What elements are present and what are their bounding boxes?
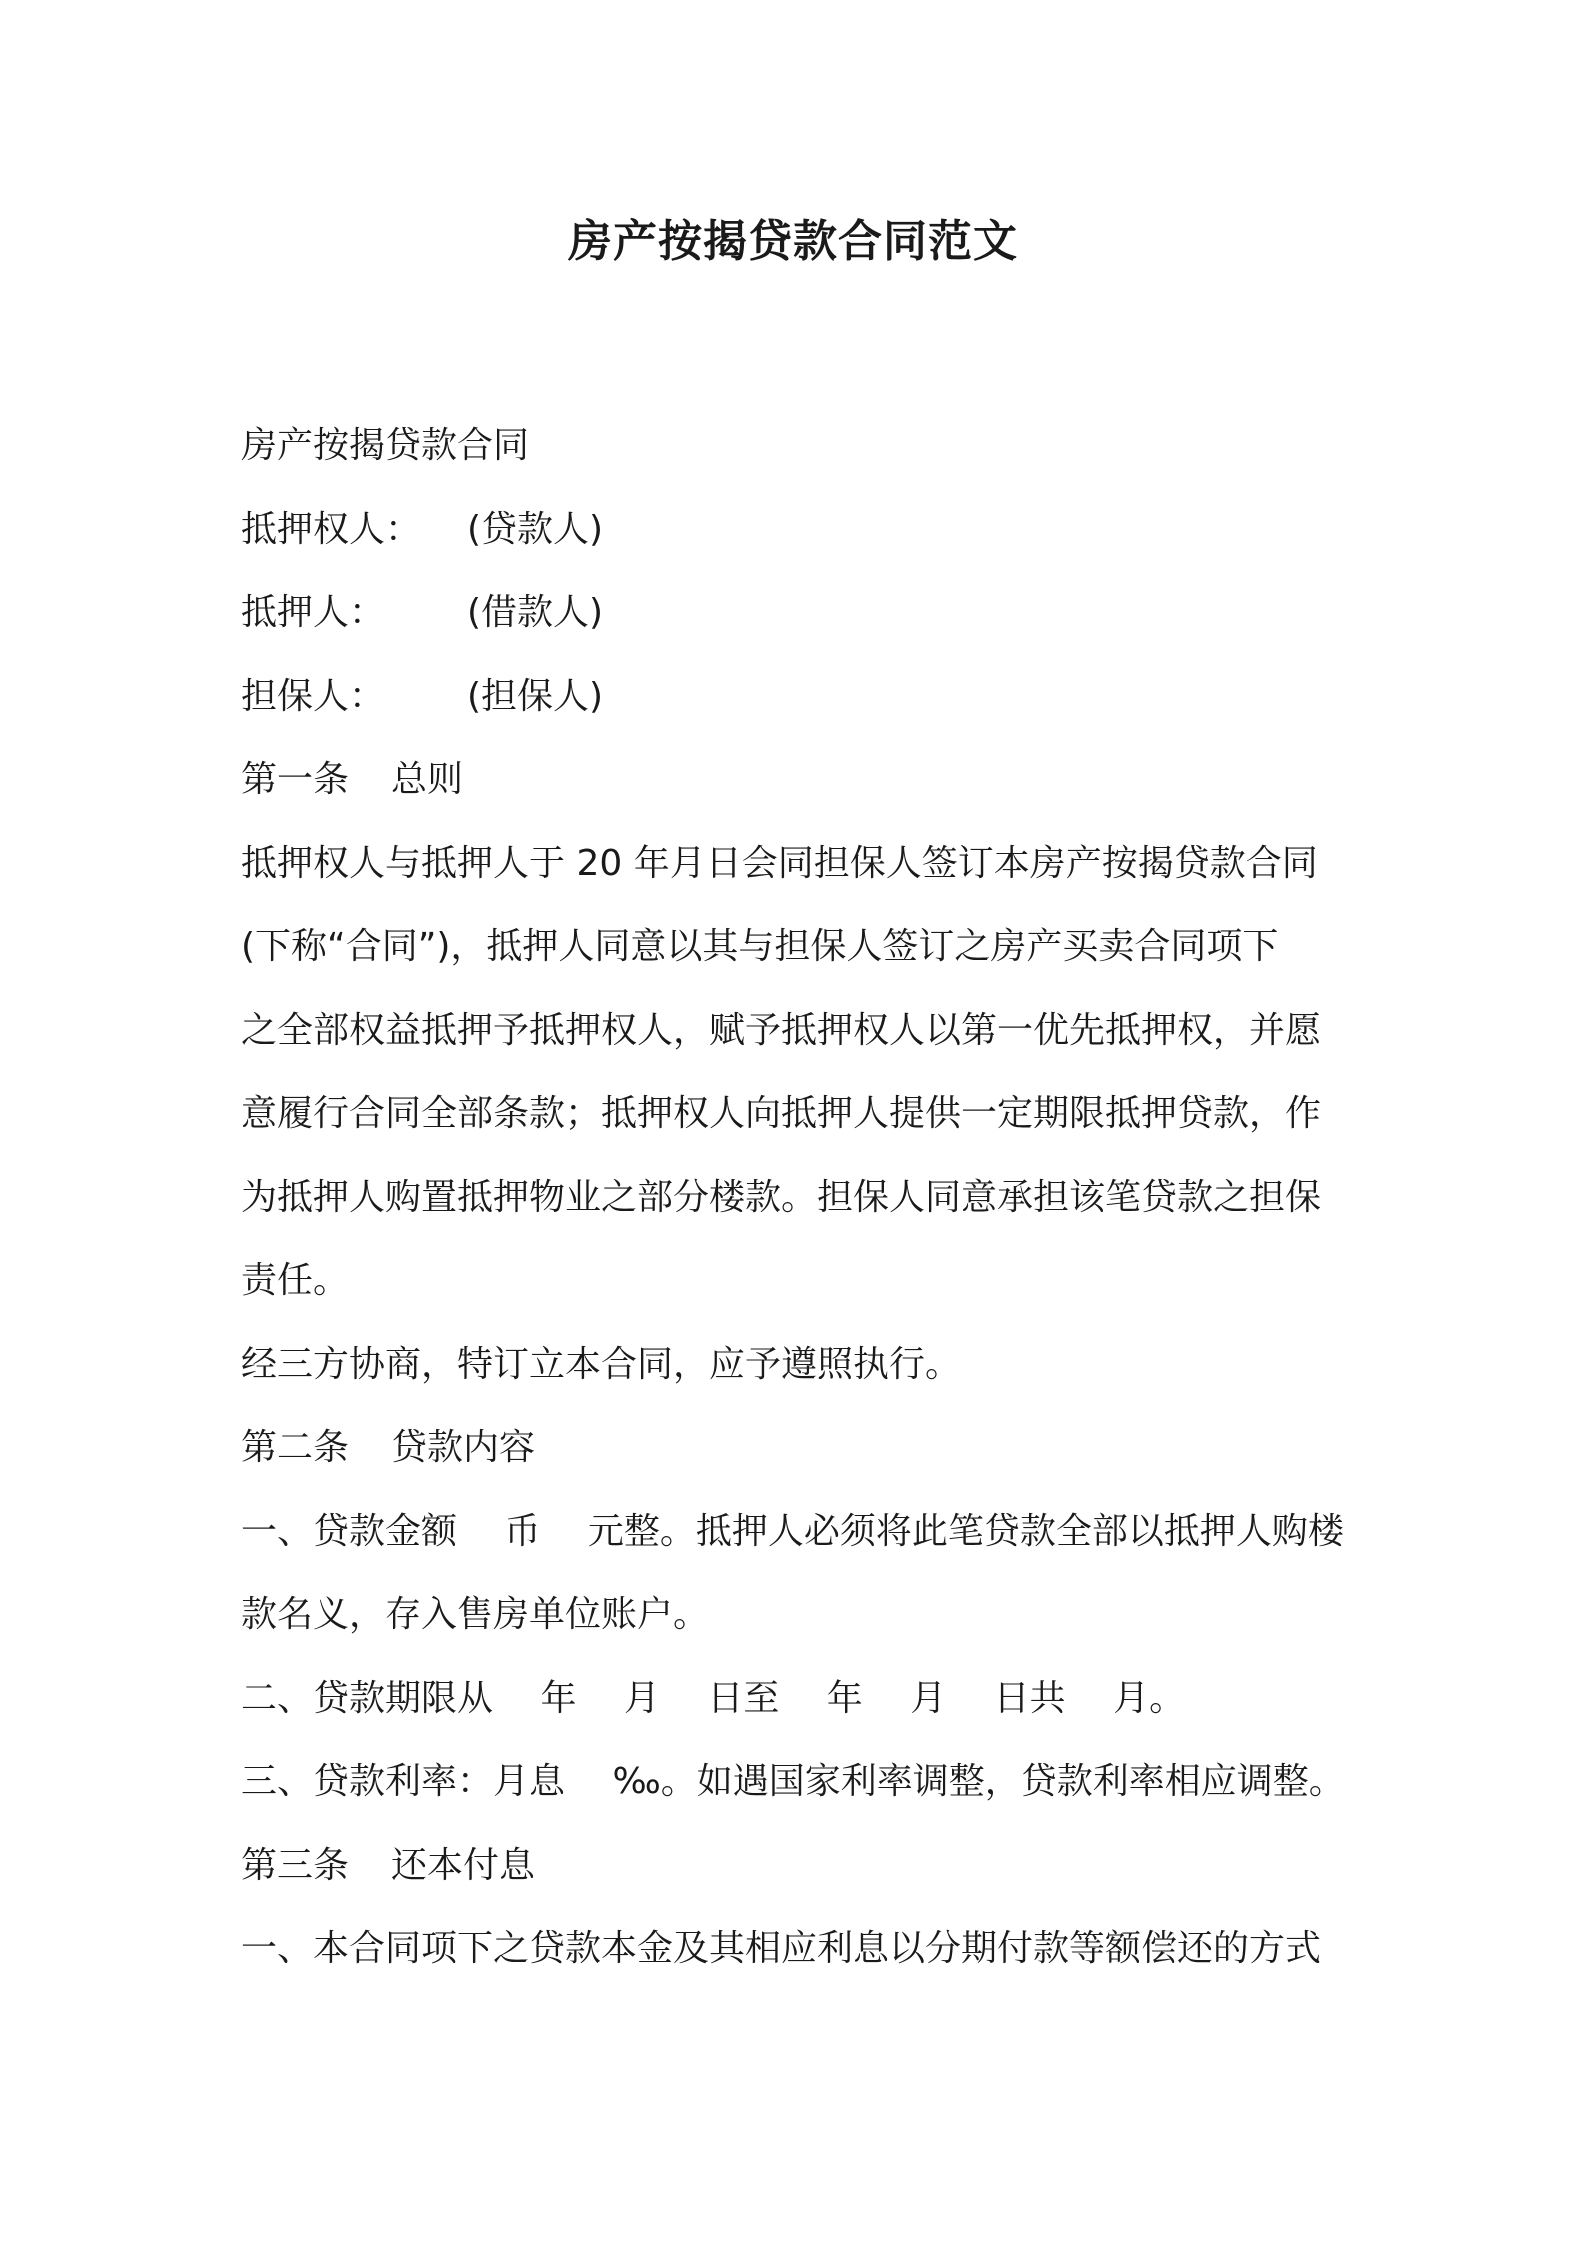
paragraph-line: 二、贷款期限从 年 月 日至 年 月 日共 月。 [241, 1677, 1186, 1719]
document-title: 房产按揭贷款合同范文 [568, 216, 1018, 267]
article-name: 还本付息 [391, 1844, 536, 1886]
article-name: 贷款内容 [391, 1427, 536, 1468]
party-mortgagor [241, 571, 1357, 655]
party-mortgagee [241, 488, 1357, 572]
paragraph-line: 三、贷款利率：月息 ‰。如遇国家利率调整，贷款利率相应调整。 [241, 1761, 1345, 1802]
party-guarantor [241, 655, 1357, 739]
paragraph-line: 责任。 [241, 1260, 350, 1301]
paragraph-line: 一、本合同项下之贷款本金及其相应利息以分期付款等额偿还的方式 [241, 1928, 1322, 1969]
paragraph-line: 一、贷款金额 币 元整。抵押人必须将此笔贷款全部以抵押人购楼 [241, 1510, 1344, 1552]
party-label: 抵押权人： [241, 508, 422, 550]
article-number: 第三条 [241, 1844, 350, 1886]
paragraph-line: 款名义，存入售房单位账户。 [241, 1594, 710, 1635]
party-label: 抵押人： [241, 592, 386, 633]
party-role: (借款人) [467, 592, 604, 633]
article-2-heading [241, 1406, 1357, 1490]
paragraph-line: 抵押权人与抵押人于 20 年月日会同担保人签订本房产按揭贷款合同 [241, 842, 1318, 884]
article-number: 第二条 [241, 1427, 350, 1468]
article-1-heading [241, 738, 1357, 822]
paragraph-line: 之全部权益抵押予抵押权人，赋予抵押权人以第一优先抵押权，并愿 [241, 1009, 1322, 1051]
article-name: 总则 [391, 759, 464, 800]
paragraph-line: 经三方协商，特订立本合同，应予遵照执行。 [241, 1343, 962, 1385]
party-role: (担保人) [467, 675, 604, 717]
party-role: (贷款人) [467, 508, 604, 550]
article-3-heading [241, 1824, 1357, 1908]
party-label: 担保人： [241, 675, 386, 717]
document-body [241, 404, 1357, 1991]
paragraph-line: 意履行合同全部条款；抵押权人向抵押人提供一定期限抵押贷款，作 [241, 1093, 1322, 1134]
paragraph-line: 为抵押人购置抵押物业之部分楼款。担保人同意承担该笔贷款之担保 [241, 1176, 1322, 1218]
paragraph-line: (下称“合同”)，抵押人同意以其与担保人签订之房产买卖合同项下 [241, 926, 1279, 967]
contract-subtitle: 房产按揭贷款合同 [241, 425, 530, 466]
article-number: 第一条 [241, 759, 350, 800]
